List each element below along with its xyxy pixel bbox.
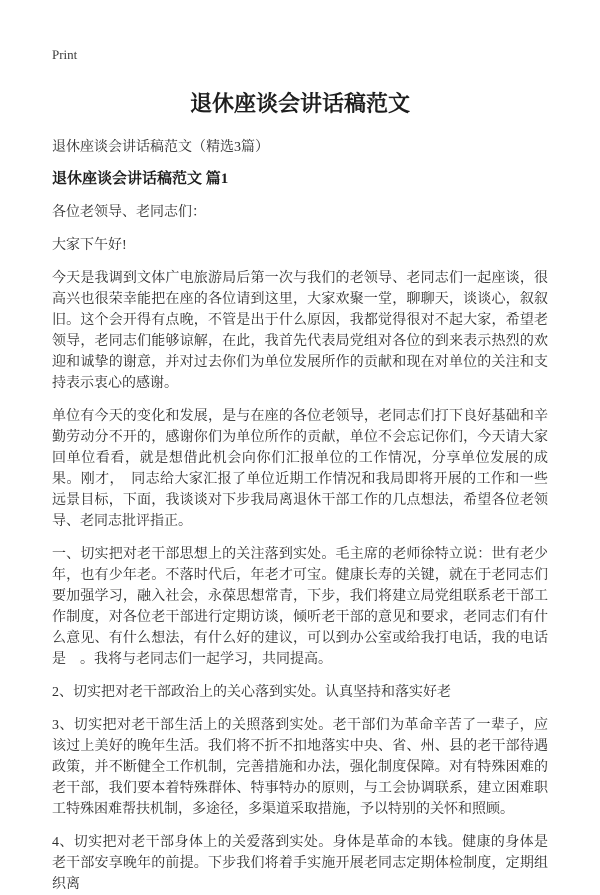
paragraph-unit-development: 单位有今天的变化和发展，是与在座的各位老领导，老同志们打下良好基础和辛勤劳动分不开的，感谢你们为单位所作的贡献，单位不会忘记你们，今天请大家回单位看看，就是想借此机会向你们汇报单位的工作情况，分享单位发展的成果。刚才， 同志给大家汇报了单位近期工作情况和我局即将开展的工作和一些远景目标，下面，我谈谈对下步我局离退休干部工作的几点想法，希望各位老领导、老同志批评指正。: [52, 409, 548, 529]
salutation-line: 各位老领导、老同志们：: [52, 205, 206, 220]
paragraph-point-1: 一、切实把对老干部思想上的关注落到实处。毛主席的老师徐特立说：世有老少年，也有少年老。不落时代后，年老才可宝。健康长寿的关键，就在于老同志们要加强学习，融入社会，永葆思想常青，下步，我们将建立局党组联系老干部工作制度，对各位老干部进行定期访谈，倾听老干部的意见和要求，老同志们有什么意见、有什么想法，有什么好的建议，可以到办公室或给我打电话，我的电话是 。我将与老同志们一起学习，共同提高。: [52, 547, 548, 667]
paragraph-opening: 今天是我调到文体广电旅游局后第一次与我们的老领导、老同志们一起座谈，很高兴也很荣幸能把在座的各位请到这里，大家欢聚一堂，聊聊天，谈谈心，叙叙旧。这个会开得有点晚，不管是出于什么原因，我都觉得很对不起大家，希望老领导，老同志们能够谅解，在此，我首先代表局党组对各位的到来表示热烈的欢迎和诚挚的谢意，并对过去你们为单位发展所作的贡献和现在对单位的关注和支持表示衷心的感谢。: [52, 271, 548, 391]
print-link[interactable]: Print: [52, 47, 78, 62]
paragraph-point-3: 3、切实把对老干部生活上的关照落到实处。老干部们为革命辛苦了一辈子，应该过上美好的晚年生活。我们将不折不扣地落实中央、省、州、县的老干部待遇政策，并不断健全工作机制，完善措施和办法，强化制度保障。对有特殊困难的老干部，我们要本着特殊群体、特事特办的原则，与工会协调联系，建立困难职工特殊困难帮扶机制，多途径，多渠道采取措施，予以特别的关怀和照顾。: [52, 718, 548, 817]
document-subtitle: 退休座谈会讲话稿范文（精选3篇）: [52, 140, 269, 155]
greeting-line: 大家下午好!: [52, 238, 127, 253]
paragraph-point-2: 2、切实把对老干部政治上的关心落到实处。认真坚持和落实好老: [52, 685, 451, 700]
section-heading-part1: 退休座谈会讲话稿范文 篇1: [52, 171, 229, 187]
paragraph-point-4: 4、切实把对老干部身体上的关爱落到实处。身体是革命的本钱。健康的身体是老干部安享晚年的前提。下步我们将着手实施开展老同志定期体检制度，定期组织离: [52, 835, 548, 892]
document-title: 退休座谈会讲话稿范文: [189, 91, 410, 116]
